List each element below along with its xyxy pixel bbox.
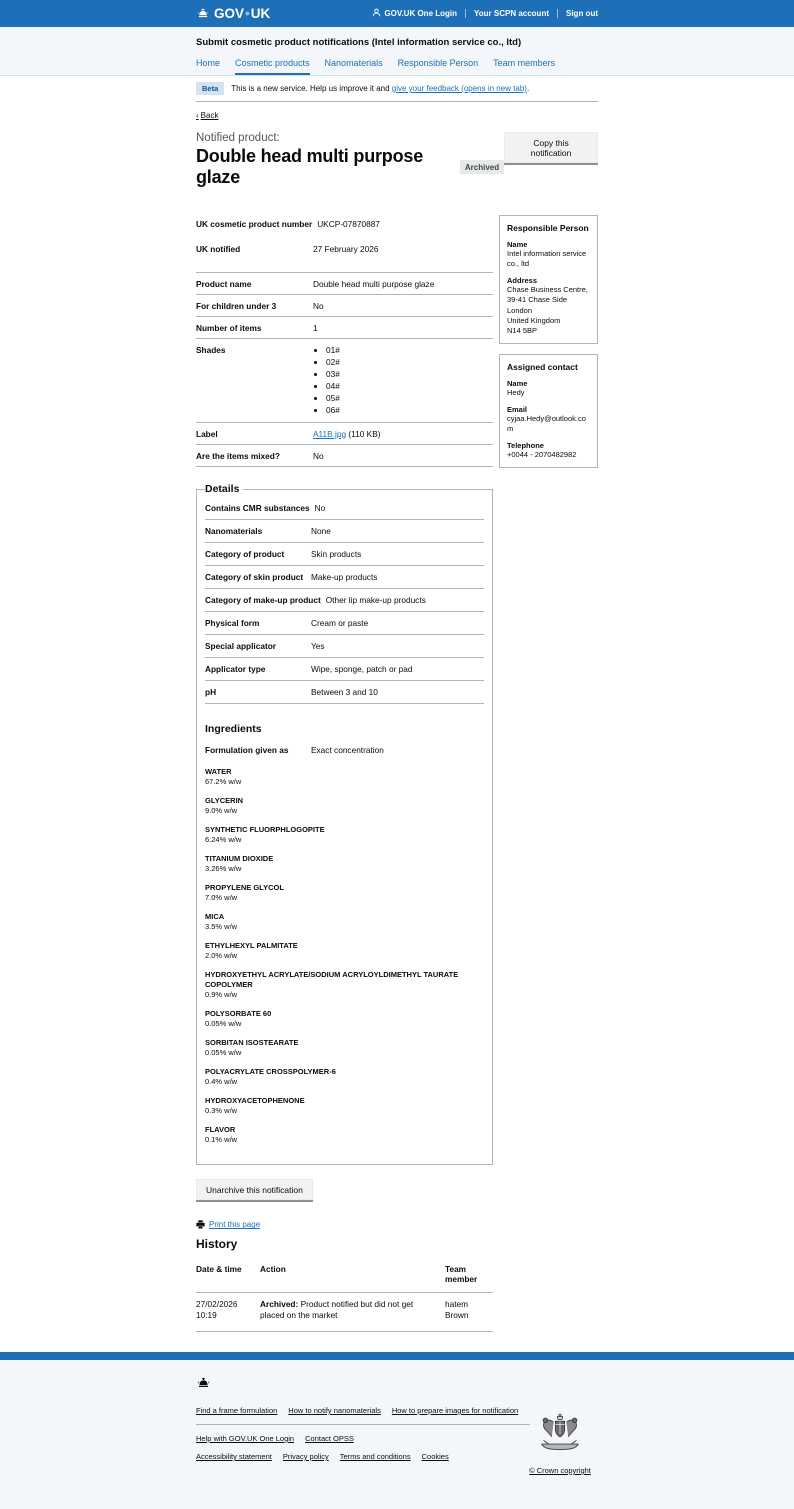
ingredient-amount: 0.05% w/w: [205, 1018, 242, 1028]
ingredient-name: POLYSORBATE 60: [205, 1008, 272, 1018]
shade-item: • 04#: [326, 381, 493, 391]
details-value: Make-up products: [311, 572, 378, 582]
service-nav-tabs: [196, 58, 598, 75]
ingredient-name: GLYCERIN: [205, 796, 244, 805]
history-col-member: Team member: [445, 1261, 493, 1293]
scpn-account-label: Your SCPN account: [474, 9, 549, 18]
footer-divider: [196, 1424, 530, 1425]
ingredient-item: [205, 767, 484, 787]
footer-link-cookies[interactable]: Cookies: [421, 1451, 449, 1461]
ingredient-amount: 0.1% w/w: [205, 1134, 238, 1144]
summary-row: [196, 445, 493, 467]
back-chevron: ‹: [196, 111, 199, 120]
page-header: [196, 132, 598, 188]
ingredient-amount: 9.0% w/w: [205, 805, 238, 815]
sign-out-link[interactable]: [557, 9, 598, 18]
details-value: None: [311, 526, 331, 536]
main-column: [196, 215, 493, 1332]
ingredient-amount: 3.5% w/w: [205, 921, 238, 931]
history-action-text: Product notified but did not get placed on the market: [260, 1298, 414, 1321]
service-name: Submit cosmetic product notifications (Intel information service co., ltd): [196, 37, 522, 48]
ingredient-name: HYDROXYETHYL ACRYLATE/SODIUM ACRYLOYLDIMETHYL TAURATE COPOLYMER: [205, 970, 459, 989]
summary-value: Double head multi purpose glaze: [313, 278, 435, 289]
ingredient-name: TITANIUM DIOXIDE: [205, 854, 274, 863]
govuk-footer: [0, 1352, 794, 1509]
ingredient-item: [205, 1038, 484, 1058]
ingredient-amount: 0.3% w/w: [205, 1105, 238, 1115]
history-row: [196, 1292, 493, 1331]
nav-item-nanomaterials[interactable]: Nanomaterials: [324, 58, 383, 68]
history-table: [196, 1261, 493, 1332]
printer-icon: [196, 1216, 205, 1234]
details-key: Physical form: [205, 618, 260, 628]
ingredient-name: POLYACRYLATE CROSSPOLYMER-6: [205, 1066, 336, 1076]
ingredient-amount: 0.9% w/w: [205, 989, 238, 999]
phase-text-suffix: .: [526, 84, 530, 93]
shade-item: • 06#: [326, 405, 493, 415]
shade-item: • 05#: [326, 393, 493, 403]
unarchive-button[interactable]: Unarchive this notification: [196, 1179, 313, 1200]
ingredient-name: FLAVOR: [205, 1124, 236, 1134]
status-badge: Archived: [460, 160, 504, 174]
ingredient-name: SORBITAN ISOSTEARATE: [205, 1037, 299, 1047]
summary-row: [196, 317, 493, 339]
label-file-size: (110 KB): [348, 428, 381, 439]
ingredients-heading: Ingredients: [205, 723, 262, 735]
page-title: Double head multi purpose glaze: [196, 146, 424, 187]
ac-phone-value: +0044 - 2070482982: [507, 450, 577, 460]
ingredient-amount: 6.24% w/w: [205, 834, 242, 844]
ingredient-item: [205, 970, 484, 999]
summary-key: Shades: [196, 344, 226, 355]
ingredient-item: [205, 912, 484, 932]
ingredient-item: [205, 796, 484, 816]
details-key: pH: [205, 687, 217, 697]
meta-value: 27 February 2026: [313, 244, 379, 254]
footer-link-notify-nanomaterials[interactable]: How to notify nanomaterials: [288, 1405, 381, 1415]
rp-address-line: N14 5BP: [507, 325, 538, 335]
logo-dot: •: [245, 6, 250, 21]
ac-email-label: Email: [507, 405, 528, 414]
ingredient-name: ETHYLHEXYL PALMITATE: [205, 941, 298, 950]
responsible-person-panel: [499, 215, 598, 344]
phase-text-before: This is a new service. Help us improve it and: [231, 84, 392, 93]
ingredient-amount: 3.26% w/w: [205, 863, 242, 873]
details-key: Category of make-up product: [205, 595, 321, 605]
details-section: [196, 483, 493, 1165]
page-caption: Notified product:: [196, 132, 280, 144]
assigned-contact-title: Assigned contact: [507, 361, 578, 372]
assigned-contact-panel: [499, 354, 598, 469]
ingredient-item: [205, 1067, 484, 1087]
details-value: No: [314, 503, 326, 513]
summary-key: Label: [196, 428, 218, 439]
details-value: Skin products: [311, 549, 362, 559]
beta-tag: Beta: [196, 82, 224, 95]
ingredient-amount: 7.0% w/w: [205, 892, 238, 902]
ingredient-item: [205, 825, 484, 845]
ingredient-amount: 0.05% w/w: [205, 1047, 242, 1057]
one-login-link[interactable]: [364, 8, 465, 19]
ingredient-name: MICA: [205, 912, 225, 921]
history-col-date: Date & time: [196, 1261, 260, 1293]
details-row: [205, 497, 484, 520]
print-page-link[interactable]: Print this page: [209, 1220, 261, 1230]
header-account-nav: [364, 8, 598, 19]
ingredient-item: [205, 1096, 484, 1116]
back-link[interactable]: [196, 111, 218, 120]
product-summary-list: [196, 272, 493, 467]
details-row: [205, 612, 484, 635]
scpn-account-link[interactable]: [465, 9, 557, 18]
ac-name-label: Name: [507, 378, 528, 388]
summary-row: [196, 295, 493, 317]
details-value: Between 3 and 10: [311, 687, 378, 697]
details-row: [205, 520, 484, 543]
shade-item: • 01#: [326, 345, 493, 355]
rp-address-line: London: [507, 305, 533, 315]
ingredient-item: [205, 941, 484, 961]
footer-link-accessibility[interactable]: Accessibility statement: [196, 1451, 272, 1461]
crown-icon: [196, 1375, 598, 1393]
history-member: hatem Brown: [445, 1292, 493, 1331]
footer-primary-links: [196, 1406, 532, 1415]
history-heading: History: [196, 1236, 238, 1251]
one-login-label: GOV.UK One Login: [384, 9, 458, 18]
footer-link-privacy[interactable]: Privacy policy: [282, 1451, 329, 1461]
nav-item-home[interactable]: Home: [196, 58, 221, 68]
details-row: [205, 658, 484, 681]
feedback-link[interactable]: give your feedback (opens in new tab): [391, 84, 527, 93]
ingredient-amount: 0.4% w/w: [205, 1076, 238, 1086]
summary-row: [196, 273, 493, 295]
ac-name-value: Hedy: [507, 387, 525, 397]
footer-link-terms[interactable]: Terms and conditions: [339, 1451, 411, 1461]
footer-link-frame-formulation[interactable]: Find a frame formulation: [196, 1405, 278, 1415]
footer-meta-links: [196, 1452, 532, 1461]
back-label: Back: [200, 111, 219, 120]
details-row: [205, 566, 484, 589]
ingredient-name: HYDROXYACETOPHENONE: [205, 1095, 305, 1105]
footer-link-contact-opss[interactable]: Contact OPSS: [305, 1433, 354, 1443]
details-key: Nanomaterials: [205, 526, 263, 536]
royal-coat-of-arms: [538, 1442, 582, 1459]
summary-row-label: [196, 423, 493, 445]
ac-email-value: cyjaa.Hedy@outlook.com: [507, 414, 586, 434]
formulation-value: Exact concentration: [311, 745, 384, 755]
details-value: Yes: [311, 641, 325, 651]
rp-address-line: United Kingdom: [507, 315, 561, 325]
meta-value: UKCP-07870887: [317, 219, 380, 229]
meta-key: UK notified: [196, 244, 241, 254]
details-key: Special applicator: [205, 641, 277, 651]
details-key: Applicator type: [205, 664, 266, 674]
person-icon: [372, 8, 381, 19]
details-row: [205, 589, 484, 612]
nav-item-cosmetic-products[interactable]: Cosmetic products: [235, 58, 310, 75]
history-datetime: 27/02/2026 10:19: [196, 1292, 260, 1331]
ingredient-item: [205, 883, 484, 903]
summary-key: Are the items mixed?: [196, 450, 280, 461]
history-action: [260, 1292, 445, 1331]
responsible-person-title: Responsible Person: [507, 223, 589, 233]
history-col-action: Action: [260, 1261, 445, 1293]
summary-key: Product name: [196, 278, 252, 289]
summary-value: No: [313, 450, 324, 461]
ingredient-amount: 2.0% w/w: [205, 950, 238, 960]
ingredient-name: SYNTHETIC FLUORPHLOGOPITE: [205, 825, 325, 834]
label-file-link[interactable]: A11B.jpg: [313, 428, 347, 439]
details-row: [205, 635, 484, 658]
govuk-header: [0, 0, 794, 27]
logo-text-gov: GOV: [214, 6, 245, 21]
details-row: [205, 681, 484, 704]
summary-row-shades: [196, 339, 493, 423]
phase-banner-text: [231, 84, 529, 93]
details-value: Wipe, sponge, patch or pad: [311, 664, 413, 674]
formulation-row: [205, 743, 484, 767]
ingredient-amount: 67.2% w/w: [205, 776, 242, 786]
details-key: Category of skin product: [205, 572, 304, 582]
details-value: Other lip make-up products: [325, 595, 426, 605]
nav-item-team-members[interactable]: Team members: [493, 58, 556, 68]
service-navigation: [0, 27, 794, 76]
phase-banner: [196, 76, 598, 102]
copy-notification-button[interactable]: Copy this notification: [504, 132, 598, 163]
history-action-label: Archived:: [260, 1298, 299, 1309]
details-key: Contains CMR substances: [205, 503, 310, 513]
summary-key: Number of items: [196, 322, 262, 333]
summary-value: 1: [313, 322, 318, 333]
rp-address-line: Chase Business Centre, 39-41 Chase Side: [507, 285, 588, 305]
meta-row: [196, 215, 493, 240]
ingredient-item: [205, 1009, 484, 1029]
rp-address-label: Address: [507, 276, 538, 286]
ac-phone-label: Telephone: [507, 441, 544, 451]
rp-name-value: Intel information service co., ltd: [507, 249, 587, 269]
ingredient-name: WATER: [205, 767, 232, 776]
formulation-key: Formulation given as: [205, 745, 289, 755]
nav-item-responsible-person[interactable]: Responsible Person: [397, 58, 479, 68]
ingredient-item: [205, 854, 484, 874]
shades-list: [313, 345, 493, 415]
shade-item: • 03#: [326, 369, 493, 379]
govuk-logo[interactable]: [196, 6, 270, 21]
side-column: [499, 215, 598, 478]
summary-key: For children under 3: [196, 300, 277, 311]
sign-out-label: Sign out: [566, 9, 598, 18]
details-row: [205, 543, 484, 566]
footer-secondary-links: [196, 1434, 532, 1443]
crown-copyright-link[interactable]: © Crown copyright: [529, 1465, 591, 1475]
ingredient-name: PROPYLENE GLYCOL: [205, 883, 284, 892]
footer-link-prepare-images[interactable]: How to prepare images for notification: [391, 1405, 519, 1415]
shade-item: • 02#: [326, 357, 493, 367]
details-legend: Details: [205, 483, 240, 495]
footer-link-one-login-help[interactable]: Help with GOV.UK One Login: [196, 1433, 295, 1443]
meta-row: [196, 240, 493, 265]
meta-key: UK cosmetic product number: [196, 219, 313, 229]
rp-name-label: Name: [507, 240, 528, 249]
ingredient-item: [205, 1125, 484, 1145]
crown-icon: [196, 6, 210, 21]
logo-text-uk: UK: [250, 6, 271, 21]
details-value: Cream or paste: [311, 618, 369, 628]
summary-value: No: [313, 300, 324, 311]
details-key: Category of product: [205, 549, 285, 559]
